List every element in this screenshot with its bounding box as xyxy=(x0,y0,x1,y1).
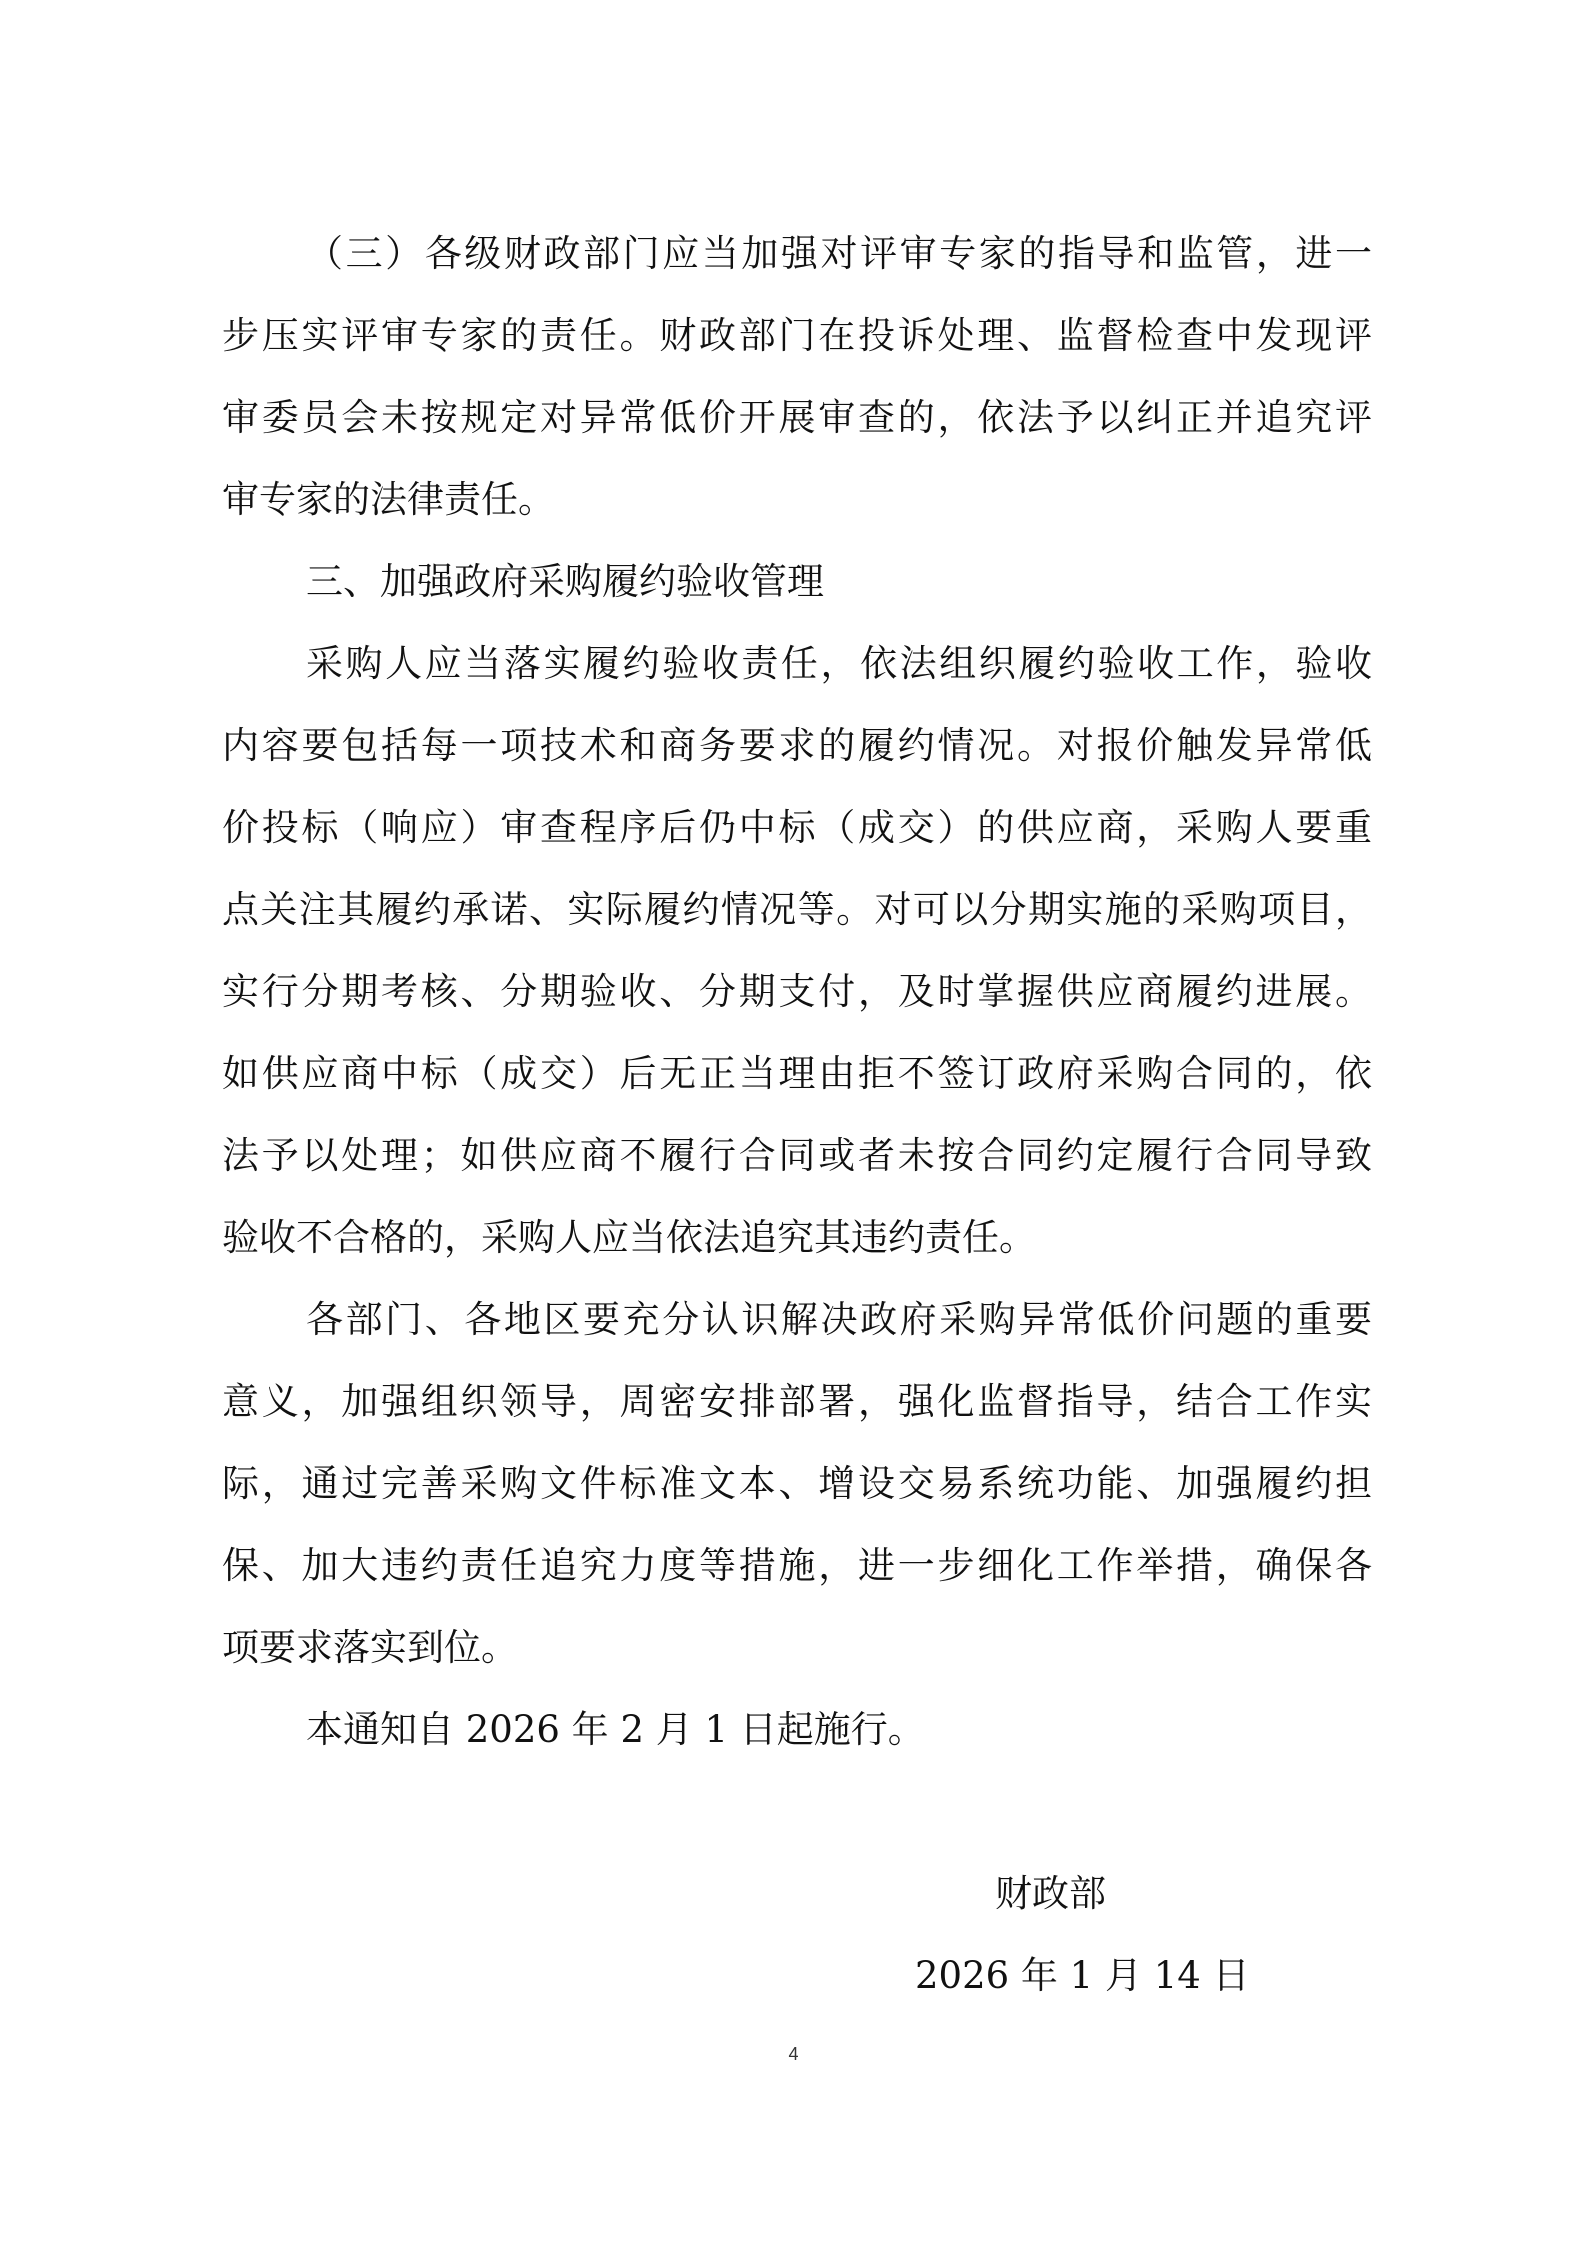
section-heading: 三、加强政府采购履约验收管理 xyxy=(306,560,824,603)
paragraph-line: 点关注其履约承诺、实际履约情况等。对可以分期实施的采购项目， xyxy=(222,888,1372,931)
paragraph-line: 价投标（响应）审查程序后仍中标（成交）的供应商，采购人要重 xyxy=(222,806,1372,849)
issuer-signature: 财政部 xyxy=(995,1872,1106,1915)
paragraph-line: 验收不合格的，采购人应当依法追究其违约责任。 xyxy=(222,1216,1036,1259)
page-number: 4 xyxy=(788,2044,799,2064)
paragraph-line: 意义，加强组织领导，周密安排部署，强化监督指导，结合工作实 xyxy=(222,1380,1372,1423)
paragraph-line: 步压实评审专家的责任。财政部门在投诉处理、监督检查中发现评 xyxy=(222,314,1372,357)
paragraph-line: 际，通过完善采购文件标准文本、增设交易系统功能、加强履约担 xyxy=(222,1462,1372,1505)
paragraph-line: 审专家的法律责任。 xyxy=(222,478,555,521)
effective-date-line: 本通知自 2026 年 2 月 1 日起施行。 xyxy=(306,1708,925,1751)
paragraph-line: 项要求落实到位。 xyxy=(222,1626,518,1669)
paragraph-line: 保、加大违约责任追究力度等措施，进一步细化工作举措，确保各 xyxy=(222,1544,1372,1587)
paragraph-line: 内容要包括每一项技术和商务要求的履约情况。对报价触发异常低 xyxy=(222,724,1372,767)
paragraph-line: 采购人应当落实履约验收责任，依法组织履约验收工作，验收 xyxy=(306,642,1372,685)
signature-date: 2026 年 1 月 14 日 xyxy=(915,1954,1250,1997)
paragraph-line: 各部门、各地区要充分认识解决政府采购异常低价问题的重要 xyxy=(306,1298,1372,1341)
paragraph-line: （三）各级财政部门应当加强对评审专家的指导和监管，进一 xyxy=(306,232,1372,275)
paragraph-line: 审委员会未按规定对异常低价开展审查的，依法予以纠正并追究评 xyxy=(222,396,1372,439)
paragraph-line: 法予以处理；如供应商不履行合同或者未按合同约定履行合同导致 xyxy=(222,1134,1372,1177)
paragraph-line: 实行分期考核、分期验收、分期支付，及时掌握供应商履约进展。 xyxy=(222,970,1372,1013)
paragraph-line: 如供应商中标（成交）后无正当理由拒不签订政府采购合同的，依 xyxy=(222,1052,1372,1095)
